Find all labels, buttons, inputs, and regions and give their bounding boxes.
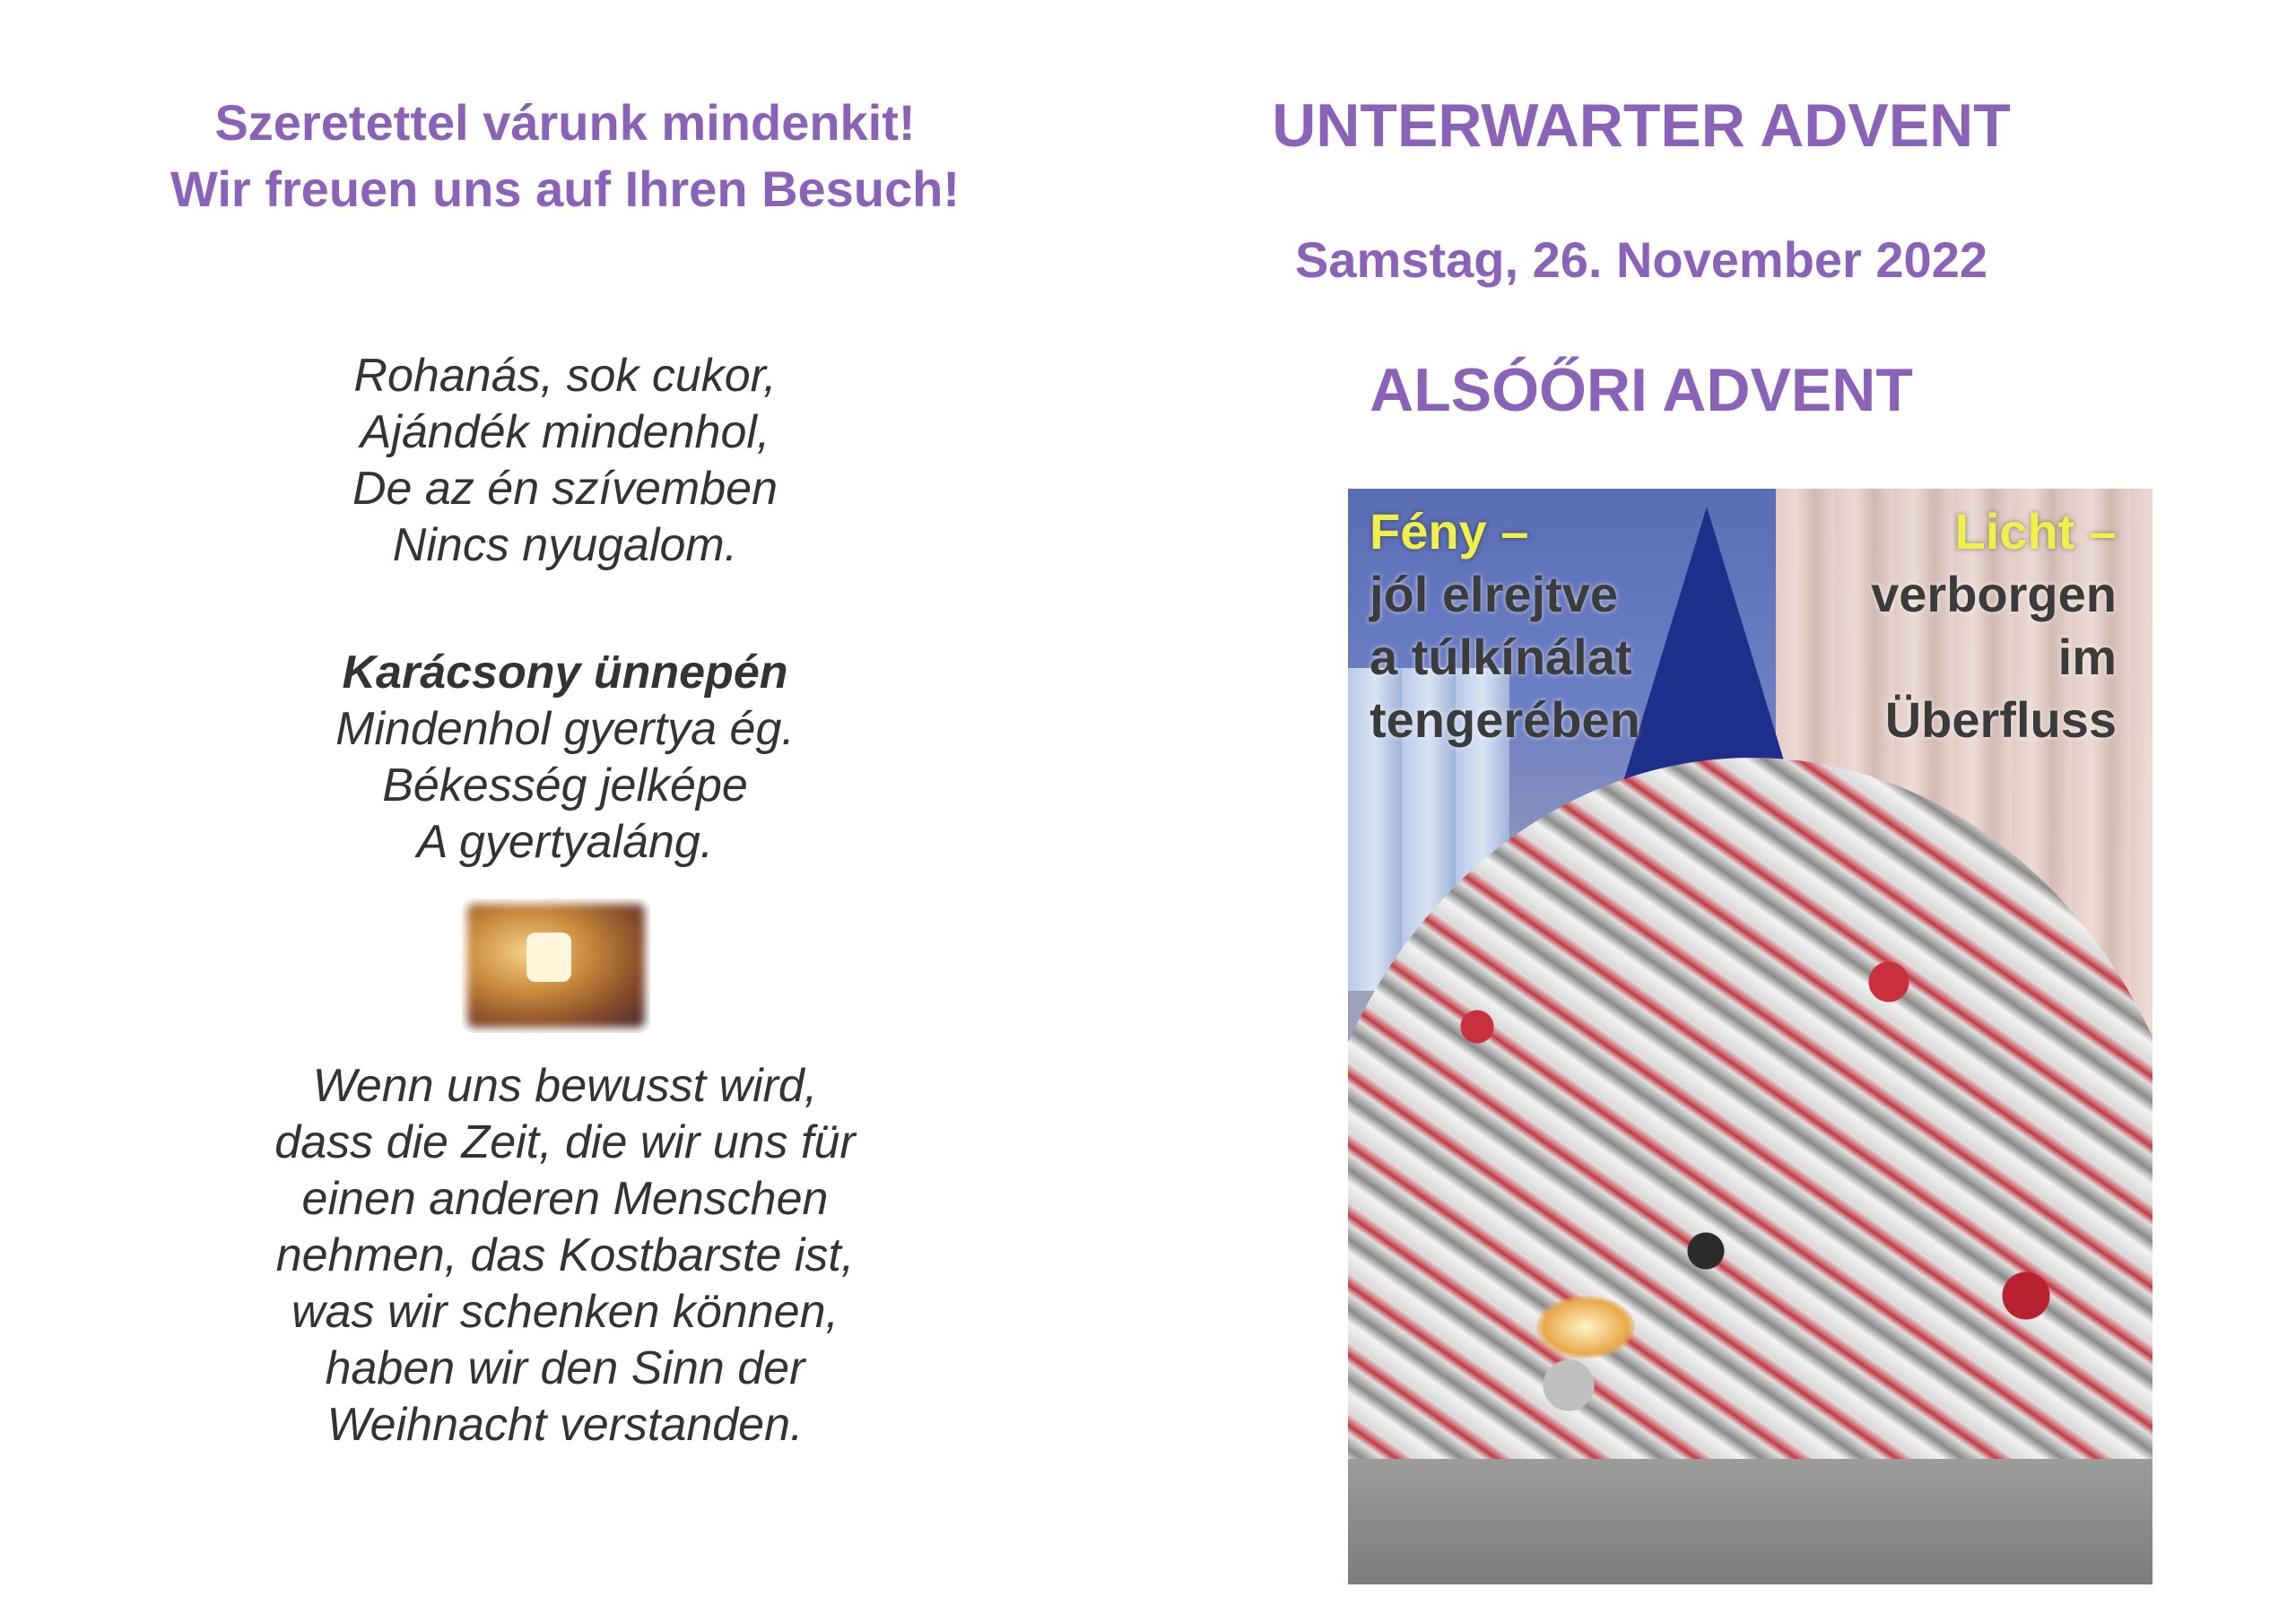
greeting-line: Szeretettel várunk mindenkit! xyxy=(214,94,916,151)
poem-line: was wir schenken können, xyxy=(291,1286,839,1338)
poem-line: Békesség jelképe xyxy=(382,759,748,812)
greeting-line: Wir freuen uns auf Ihren Besuch! xyxy=(170,161,961,217)
caption-accent: Fény – xyxy=(1370,503,1529,560)
caption-line: tengerében xyxy=(1370,691,1640,748)
poem-line: Rohanás, sok cukor, xyxy=(353,350,777,402)
poem-line: De az én szívemben xyxy=(352,463,778,515)
poem-line: A gyertyaláng. xyxy=(416,816,714,868)
event-date: Samstag, 26. November 2022 xyxy=(1295,231,1987,288)
page-subtitle: ALSÓŐRI ADVENT xyxy=(1370,356,1913,424)
poem-line: dass die Zeit, die wir uns für xyxy=(274,1116,856,1168)
poem-line: haben wir den Sinn der xyxy=(325,1342,805,1394)
candle-thumbnail-image xyxy=(462,898,650,1033)
poem-stanza-heading: Karácsony ünnepén xyxy=(342,647,788,699)
candle-icon xyxy=(526,933,571,982)
page-title: UNTERWARTER ADVENT xyxy=(1272,91,2011,160)
candle-icon xyxy=(1536,1296,1635,1358)
poem-line: nehmen, das Kostbarste ist, xyxy=(275,1229,855,1281)
poem-line: Wenn uns bewusst wird, xyxy=(312,1060,818,1112)
photo-caption-right xyxy=(1758,500,2117,751)
poem-line: Nincs nyugalom. xyxy=(392,519,738,571)
caption-accent: Licht – xyxy=(1954,503,2117,560)
caption-line: jól elrejtve xyxy=(1370,566,1619,622)
caption-line: verborgen xyxy=(1871,566,2117,622)
poem-stanza-1 xyxy=(0,348,1130,574)
poem-line: einen anderen Menschen xyxy=(301,1173,829,1225)
caption-line: a túlkínálat xyxy=(1370,629,1632,685)
greeting xyxy=(0,90,1130,222)
poem-line: Ajándék mindenhol, xyxy=(360,406,770,458)
floor-shape xyxy=(1348,1459,2152,1584)
caption-line: im xyxy=(2057,629,2117,685)
poem-stanza-2 xyxy=(0,645,1130,871)
poem-stanza-3 xyxy=(0,1058,1130,1454)
poem-line: Mindenhol gyertya ég. xyxy=(335,703,795,755)
caption-line: Überfluss xyxy=(1884,691,2117,748)
poem-line: Weihnacht verstanden. xyxy=(326,1399,804,1451)
photo-caption-left xyxy=(1370,500,1640,751)
